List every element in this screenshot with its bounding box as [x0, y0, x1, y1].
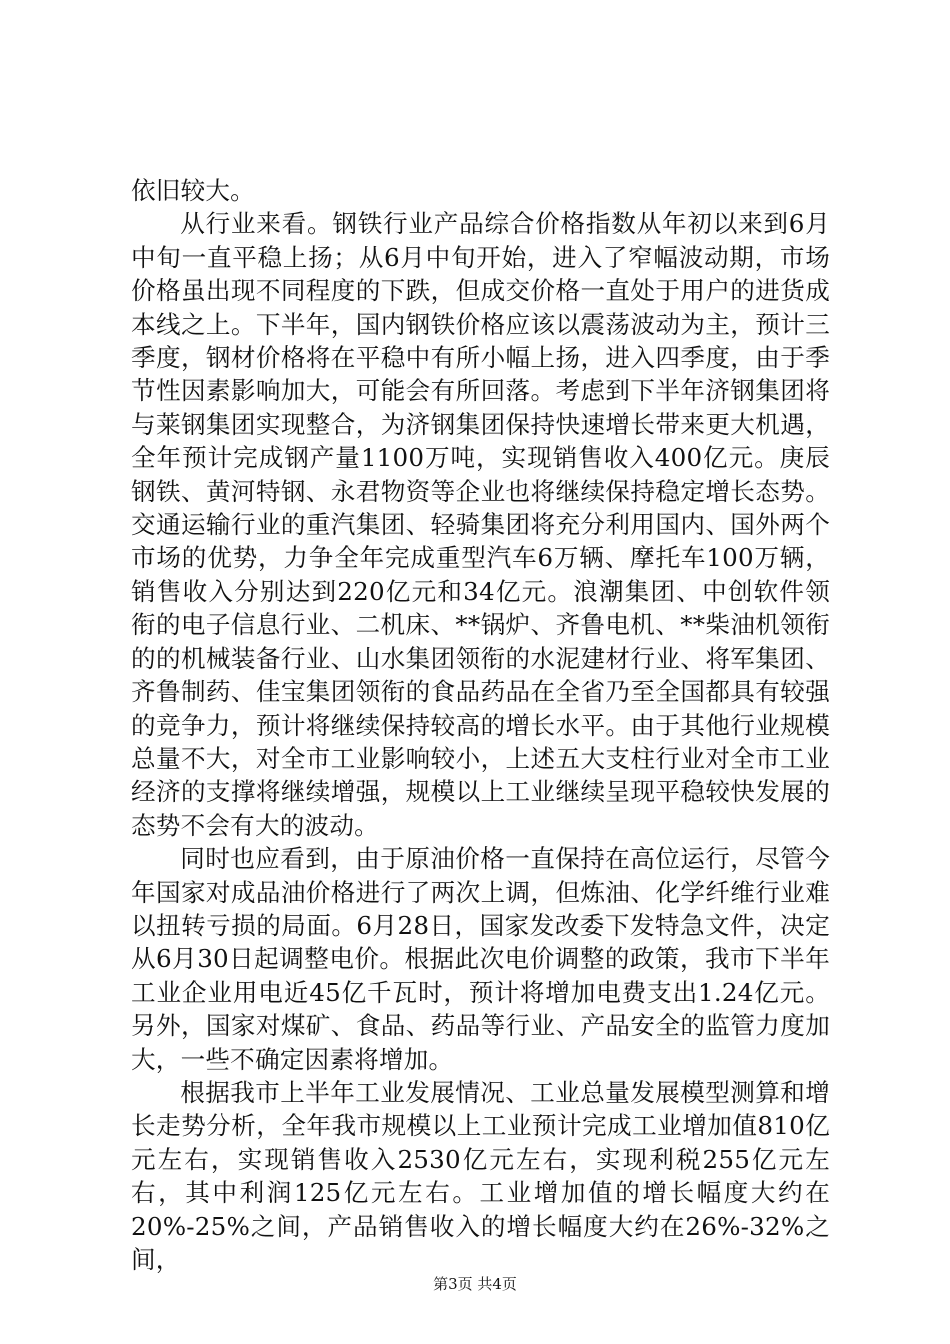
paragraph-4: 根据我市上半年工业发展情况、工业总量发展模型测算和增长走势分析，全年我市规模以上工业预计完成工业增加值810亿元左右，实现销售收入2530亿元左右，实现利税255亿元左右，其中利润125亿元左右。工业增加值的增长幅度大约在20%-25%之间，产品销售收入的增长幅度大约在26%-32%之间， [131, 1077, 830, 1274]
paragraph-3: 同时也应看到，由于原油价格一直保持在高位运行，尽管今年国家对成品油价格进行了两次上调，但炼油、化学纤维行业难以扭转亏损的局面。6月28日，国家发改委下发特急文件，决定从6月30日起调整电价。根据此次电价调整的政策，我市下半年工业企业用电近45亿千瓦时，预计将增加电费支出1.24亿元。另外，国家对煤矿、食品、药品等行业、产品安全的监管力度加大，一些不确定因素将增加。 [131, 844, 830, 1074]
page-footer [0, 1274, 950, 1294]
body-text [131, 174, 830, 1276]
paragraph-2: 从行业来看。钢铁行业产品综合价格指数从年初以来到6月中旬一直平稳上扬；从6月中旬开始，进入了窄幅波动期，市场价格虽出现不同程度的下跌，但成交价格一直处于用户的进货成本线之上。下半年，国内钢铁价格应该以震荡波动为主，预计三季度，钢材价格将在平稳中有所小幅上扬，进入四季度，由于季节性因素影响加大，可能会有所回落。考虑到下半年济钢集团将与莱钢集团实现整合，为济钢集团保持快速增长带来更大机遇，全年预计完成钢产量1100万吨，实现销售收入400亿元。庚辰钢铁、黄河特钢、永君物资等企业也将继续保持稳定增长态势。交通运输行业的重汽集团、轻骑集团将充分利用国内、国外两个市场的优势，力争全年完成重型汽车6万辆、摩托车100万辆，销售收入分别达到220亿元和34亿元。浪潮集团、中创软件领衔的电子信息行业、二机床、**锅炉、齐鲁电机、**柴油机领衔的的机械装备行业、山水集团领衔的水泥建材行业、将军集团、齐鲁制药、佳宝集团领衔的食品药品在全省乃至全国都具有较强的竞争力，预计将继续保持较高的增长水平。由于其他行业规模总量不大，对全市工业影响较小，上述五大支柱行业对全市工业经济的支撑将继续增强，规模以上工业继续呈现平稳较快发展的态势不会有大的波动。 [131, 209, 830, 840]
paragraph-1: 依旧较大。 [131, 176, 255, 205]
page-number-label: 第3页 共4页 [433, 1275, 517, 1293]
